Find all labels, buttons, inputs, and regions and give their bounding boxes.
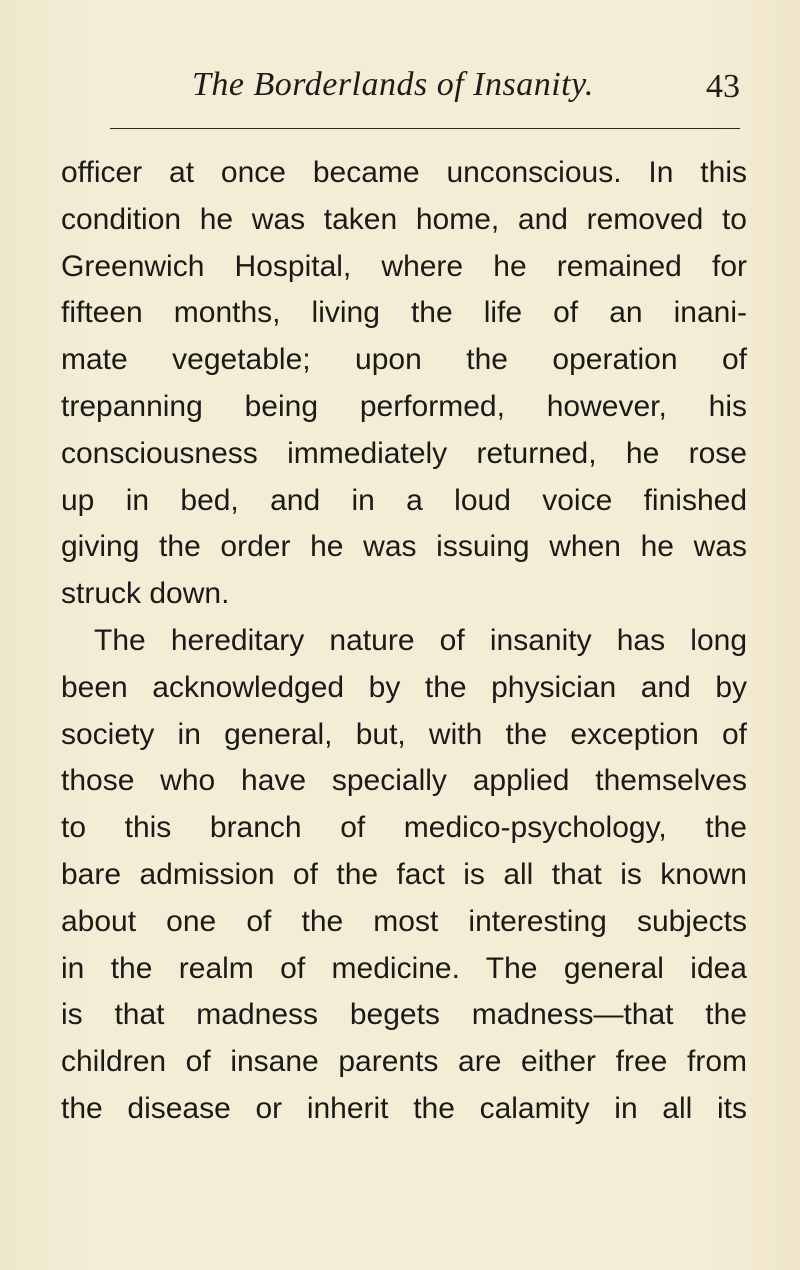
- text-line: officer at once became unconscious. In this: [61, 156, 747, 189]
- text-line: Greenwich Hospital, where he remained for: [61, 249, 747, 283]
- text-line: in the realm of medicine. The general idea: [61, 951, 747, 985]
- text-line: struck down.: [61, 577, 230, 611]
- text-line: been acknowledged by the physician and by: [61, 670, 747, 704]
- text-line: fifteen months, living the life of an inani-: [61, 296, 747, 330]
- text-line: trepanning being performed, however, his: [61, 389, 747, 423]
- text-line: about one of the most interesting subjects: [61, 904, 747, 938]
- text-line: consciousness immediately returned, he rose: [61, 436, 747, 470]
- text-line: mate vegetable; upon the operation of: [61, 343, 747, 377]
- page-number: 43: [706, 68, 740, 105]
- text-line: up in bed, and in a loud voice finished: [61, 483, 747, 517]
- body-text: [61, 150, 747, 1133]
- text-line: children of insane parents are either free from: [61, 1045, 747, 1079]
- running-title: The Borderlands of Insanity.: [192, 66, 594, 103]
- text-line: bare admission of the fact is all that is known: [61, 857, 747, 891]
- text-line: to this branch of medico-psychology, the: [61, 811, 747, 845]
- text-line: the disease or inherit the calamity in all its: [61, 1091, 747, 1125]
- text-line: condition he was taken home, and removed to: [61, 202, 747, 236]
- paragraph-start-line: The hereditary nature of insanity has long: [94, 623, 747, 657]
- running-head: [110, 66, 740, 120]
- text-line: giving the order he was issuing when he was: [61, 530, 747, 564]
- header-rule: [110, 128, 740, 129]
- text-line: society in general, but, with the exception of: [61, 717, 747, 751]
- text-line: those who have specially applied themselves: [61, 764, 747, 798]
- text-line: is that madness begets madness—that the: [61, 998, 747, 1032]
